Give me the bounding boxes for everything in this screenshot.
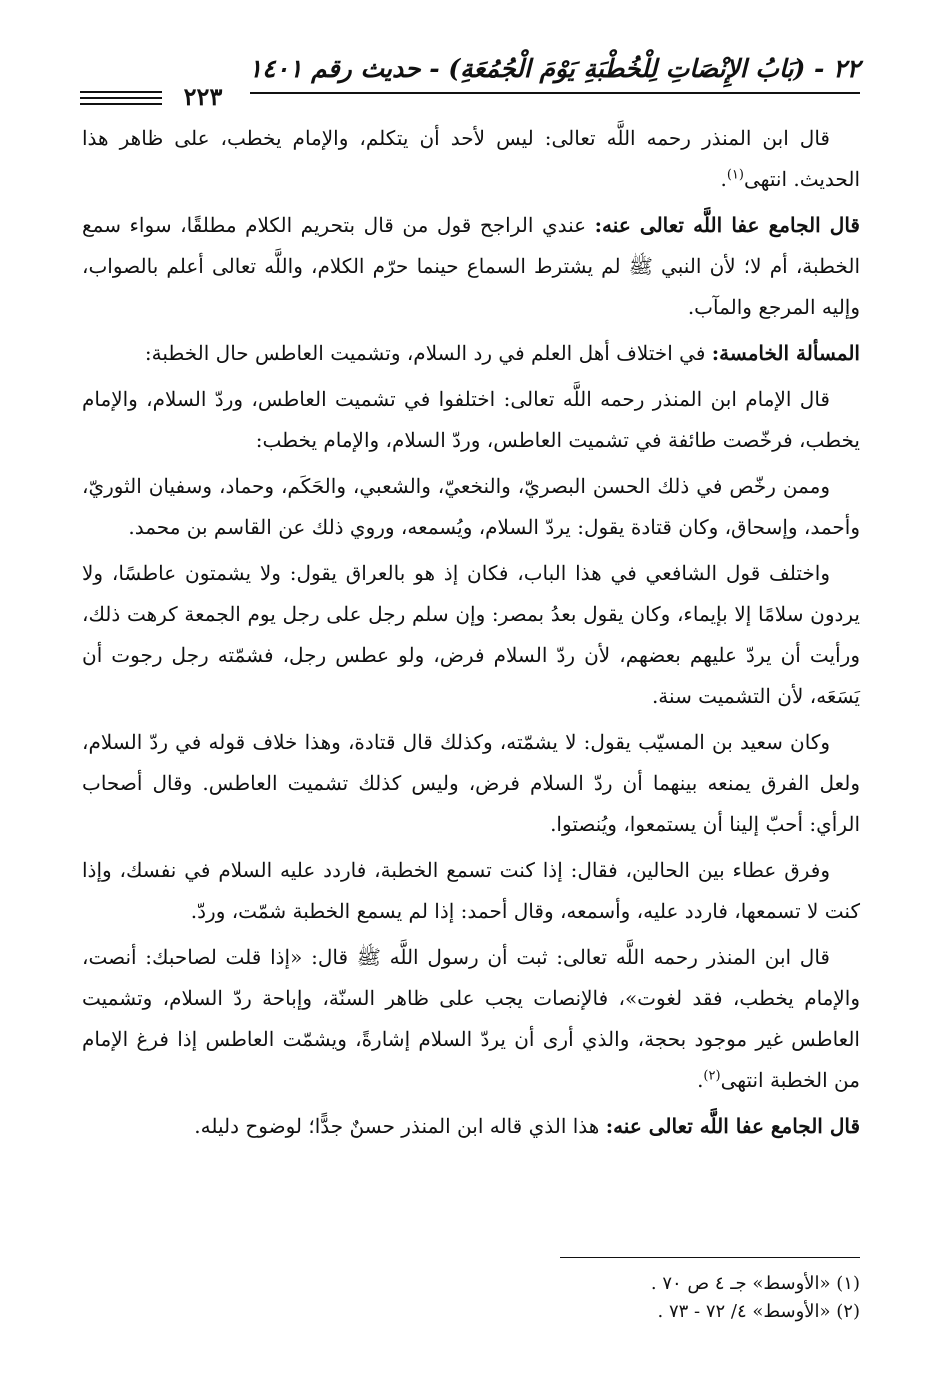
page-number-rule-middle: [80, 97, 162, 99]
page-number-block: [80, 82, 250, 112]
paragraph-lead: المسألة الخامسة:: [711, 341, 860, 365]
footnote: (٢) «الأوسط» ٤/ ٧٢ - ٧٣ .: [657, 1301, 860, 1322]
header-rule: [250, 92, 860, 94]
paragraph-tail: .: [720, 167, 727, 191]
paragraph-text: وممن رخّص في ذلك الحسن البصريّ، والنخعيّ، والشعبي، والحَكَم، وحماد، وسفيان الثوريّ، وأحمد، وإسحاق، وكان قتادة يقول: يردّ السلام، ويُسمعه، وروي ذلك عن القاسم بن محمد.: [82, 474, 860, 539]
paragraph: [82, 205, 860, 328]
paragraph-lead: قال الجامع عفا اللَّه تعالى عنه:: [605, 1114, 860, 1138]
paragraph-text: واختلف قول الشافعي في هذا الباب، فكان إذ هو بالعراق يقول: ولا يشمتون عاطسًا، ولا يردون سلامًا إلا بإيماء، وكان يقول بعدُ بمصر: وإن سلم رجل على رجل يوم الجمعة كرهت ذلك، ورأيت أن يردّ عليهم بعضهم، لأن ردّ السلام فرض، ولو عطس رجل، فشمّته رجل رجوت أن يَسَعَه، لأن التشميت سنة.: [82, 561, 860, 708]
paragraph-lead: قال الجامع عفا اللَّه تعالى عنه:: [594, 213, 860, 237]
paragraph-text: وفرق عطاء بين الحالين، فقال: إذا كنت تسمع الخطبة، فاردد عليه السلام في نفسك، وإذا كنت لا تسمعها، فاردد عليه، وأسمعه، وقال أحمد: إذا لم يسمع الخطبة شمّت، وردّ.: [82, 858, 860, 923]
paragraph: [82, 466, 860, 548]
paragraph: [82, 937, 860, 1101]
paragraph: [82, 722, 860, 845]
paragraph: [82, 333, 860, 374]
paragraph-text: وكان سعيد بن المسيّب يقول: لا يشمّته، وكذلك قال قتادة، وهذا خلاف قوله في ردّ السلام، ولعل الفرق يمنعه بينهما أن ردّ السلام فرض، وليس كذلك تشميت العاطس. وقال أصحاب الرأي: أحبّ إلينا أن يستمعوا، ويُنصتوا.: [82, 730, 860, 836]
paragraph: [82, 379, 860, 461]
running-header: ٢٢ - (بَابُ الإِنْصَاتِ لِلْخُطْبَةِ يَوْمَ الْجُمُعَةِ) - حديث رقم ١٤٠١: [248, 54, 860, 83]
paragraph: [82, 118, 860, 200]
paragraph: [82, 850, 860, 932]
footnote-separator: [560, 1257, 860, 1258]
paragraph: [82, 553, 860, 717]
paragraph-text: قال ابن المنذر رحمه اللَّه تعالى: ليس لأحد أن يتكلم، والإمام يخطب، على ظاهر هذا الحديث. انتهى: [82, 126, 860, 191]
paragraph-text: في اختلاف أهل العلم في رد السلام، وتشميت العاطس حال الخطبة:: [144, 341, 712, 365]
footnotes: [440, 1270, 860, 1326]
page-number: ٢٢٣: [183, 82, 223, 111]
footnote-ref: (١): [726, 167, 744, 183]
body-text: [82, 118, 860, 1152]
paragraph-tail: .: [697, 1068, 704, 1092]
footnote-ref: (٢): [703, 1068, 721, 1084]
paragraph-text: عندي الراجح قول من قال بتحريم الكلام مطلقًا، سواء سمع الخطبة، أم لا؛ لأن النبي ﷺ لم يشترط السماع حينما حرّم الكلام، واللَّه تعالى أعلم بالصواب، وإليه المرجع والمآب.: [82, 213, 860, 319]
page-number-rule-bottom: [80, 103, 162, 105]
paragraph: [82, 1106, 860, 1147]
paragraph-text: قال ابن المنذر رحمه اللَّه تعالى: ثبت أن رسول اللَّه ﷺ قال: «إذا قلت لصاحبك: أنصت، والإمام يخطب، فقد لغوت»، فالإنصات يجب على ظاهر السنّة، وإباحة ردّ السلام، وتشميت العاطس غير موجود بحجة، والذي أرى أن يردّ السلام إشارةً، ويشمّت العاطس إذا فرغ الإمام من الخطبة انتهى: [82, 945, 860, 1092]
page-number-rule-top: [80, 91, 162, 93]
paragraph-text: هذا الذي قاله ابن المنذر حسنٌ جدًّا؛ لوضوح دليله.: [194, 1114, 606, 1138]
footnote: (١) «الأوسط» جـ ٤ ص ٧٠ .: [650, 1273, 860, 1294]
paragraph-text: قال الإمام ابن المنذر رحمه اللَّه تعالى: اختلفوا في تشميت العاطس، وردّ السلام، والإمام يخطب، فرخّصت طائفة في تشميت العاطس، وردّ السلام، والإمام يخطب:: [82, 387, 860, 452]
